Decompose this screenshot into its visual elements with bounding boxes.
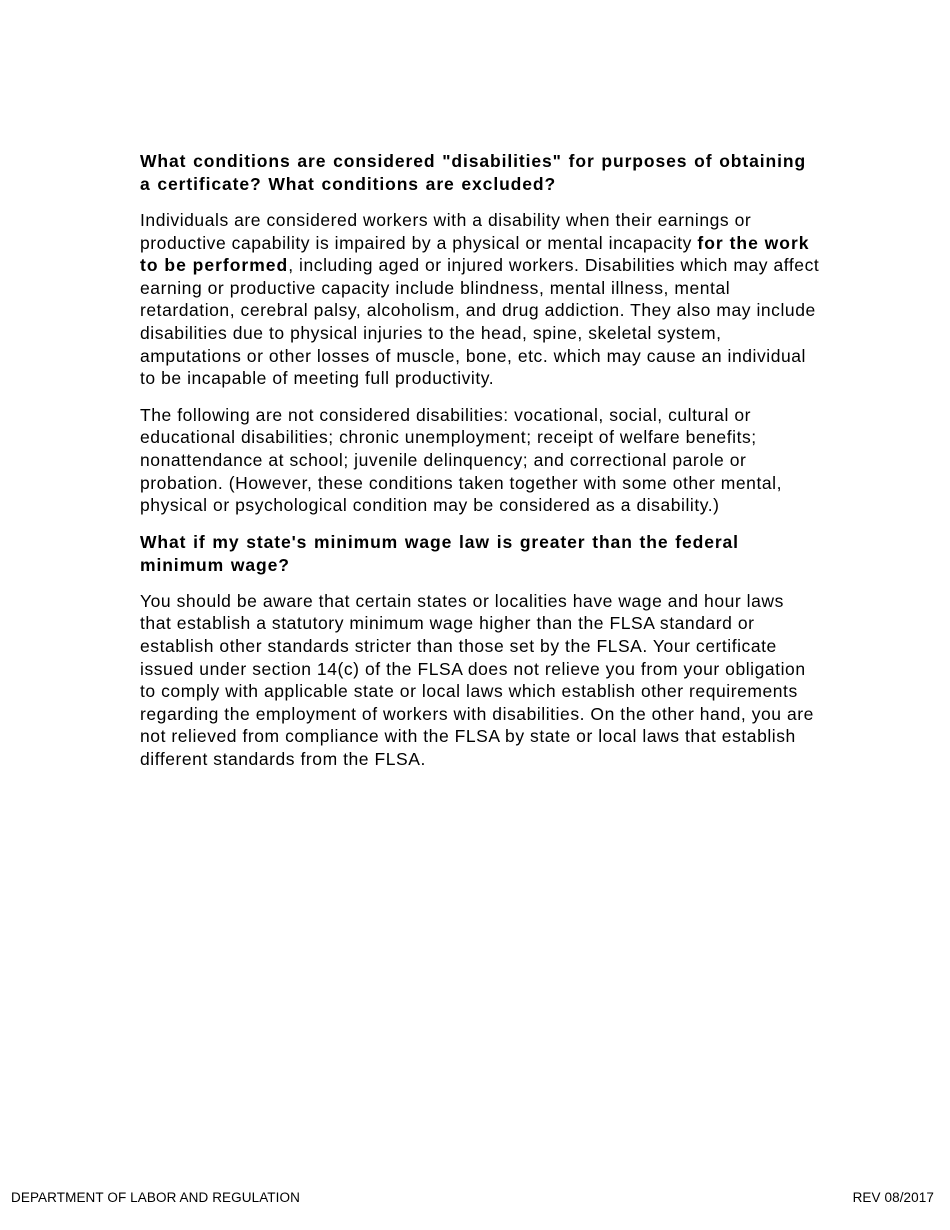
footer-department: DEPARTMENT OF LABOR AND REGULATION <box>11 1190 300 1205</box>
page-content <box>140 150 820 784</box>
paragraph-state-laws: You should be aware that certain states or localities have wage and hour laws that establish a statutory minimum wage higher than the FLSA standard or establish other standards stricter than those set by the FLSA. Your certificate issued under section 14(c) of the FLSA does not relieve you from your obligation to comply with applicable state or local laws which establish other requirements regarding the employment of workers with disabilities. On the other hand, you are not relieved from compliance with the FLSA by state or local laws that establish different standards from the FLSA. <box>140 590 814 769</box>
section-heading-state-minimum-wage: What if my state's minimum wage law is greater than the federal minimum wage? <box>140 531 739 575</box>
paragraph-disability-definition <box>140 209 820 390</box>
paragraph-text: , including aged or injured workers. Disabilities which may affect earning or productive capacity include blindness, mental illness, mental retardation, cerebral palsy, alcoholism, and drug addiction. They also may include disabilities due to physical injuries to the head, spine, skeletal system, amputations or other losses of muscle, bone, etc. which may cause an individual to be incapable of meeting full productivity. <box>140 255 820 389</box>
section-heading-disabilities: What conditions are considered "disabilities" for purposes of obtaining a certificate? What conditions are excluded? <box>140 151 807 194</box>
emphasis-work-performed: for the work to be performed <box>140 232 810 276</box>
footer-revision: REV 08/2017 <box>852 1190 934 1205</box>
paragraph-excluded-conditions: The following are not considered disabilities: vocational, social, cultural or educational disabilities; chronic unemployment; receipt of welfare benefits; nonattendance at school; juvenile delinquency; and correctional parole or probation. (However, these conditions taken together with some other mental, physical or psychological condition may be considered as a disability.) <box>140 404 782 516</box>
paragraph-text: Individuals are considered workers with a disability when their earnings or productive capability is impaired by a physical or mental incapacity <box>140 210 752 253</box>
